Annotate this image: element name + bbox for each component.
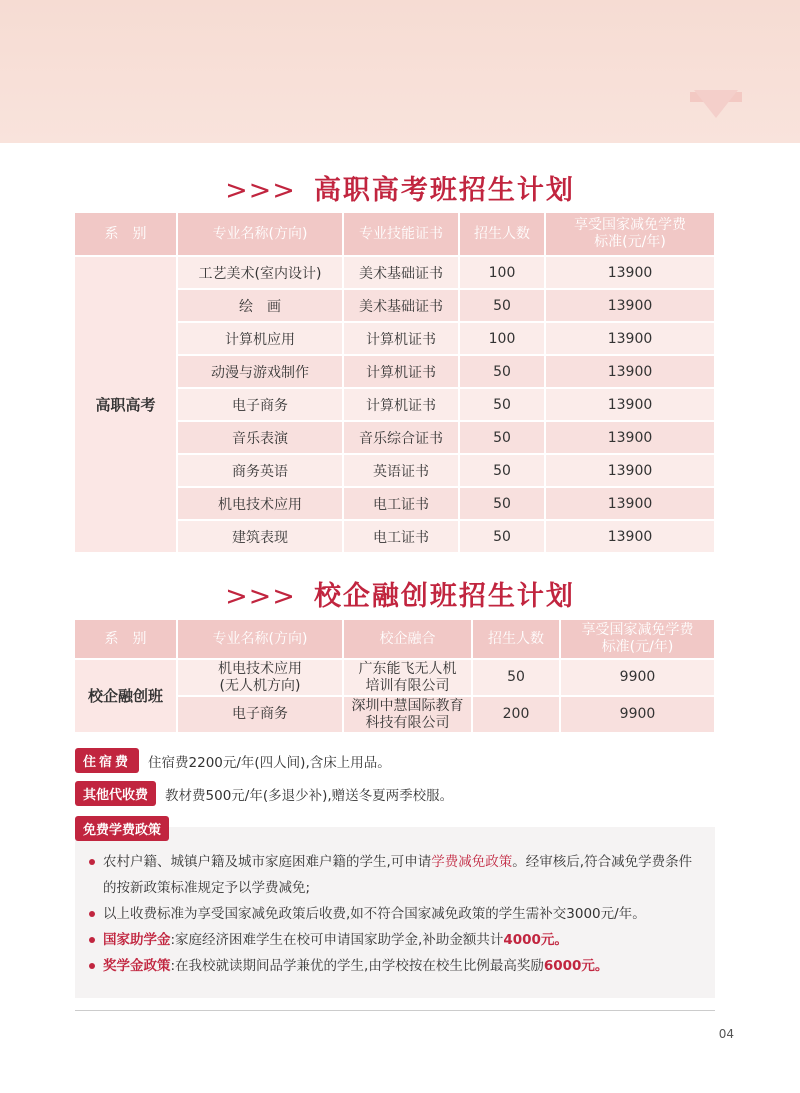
header-partner: 校企融合 <box>343 619 472 659</box>
fee-cell: 9900 <box>560 696 715 733</box>
fee-cell: 13900 <box>545 421 715 454</box>
footer-divider <box>75 1010 715 1011</box>
policy-amount: 4000元。 <box>503 932 568 948</box>
header-fee-standard: 享受国家减免学费 标准(元/年) <box>560 619 715 659</box>
major-cell: 工艺美术(室内设计) <box>177 256 343 289</box>
lodging-fee-text: 住宿费2200元/年(四人间),含床上用品。 <box>148 754 391 771</box>
major-cell: 音乐表演 <box>177 421 343 454</box>
major-cell: 电子商务 <box>177 388 343 421</box>
major-cell: 商务英语 <box>177 454 343 487</box>
header-major: 专业名称(方向) <box>177 212 343 256</box>
count-cell: 100 <box>459 322 545 355</box>
count-cell: 50 <box>459 421 545 454</box>
header-enrollment: 招生人数 <box>459 212 545 256</box>
major-cell: 动漫与游戏制作 <box>177 355 343 388</box>
arrows-icon: >>> <box>225 581 296 612</box>
major-cell: 电子商务 <box>177 696 343 733</box>
fee-cell: 13900 <box>545 520 715 553</box>
lodging-fee-row <box>75 748 391 773</box>
enterprise-plan-table <box>73 618 716 734</box>
table-row <box>74 659 715 696</box>
major-cell: 机电技术应用 <box>177 487 343 520</box>
section-title-text: 高职高考班招生计划 <box>313 175 575 206</box>
major-cell: 计算机应用 <box>177 322 343 355</box>
policy-text: 。经审核后,符合减免学费条件的按新政策标准规定予以学费减免; <box>103 854 693 896</box>
decorative-triangle-icon <box>694 90 738 118</box>
count-cell: 50 <box>459 520 545 553</box>
fee-cell: 13900 <box>545 388 715 421</box>
fee-cell: 13900 <box>545 454 715 487</box>
section-title-enterprise <box>0 574 800 613</box>
policy-label: 国家助学金 <box>103 932 171 948</box>
header-fee-standard: 享受国家减免学费 标准(元/年) <box>545 212 715 256</box>
section-title-text: 校企融创班招生计划 <box>313 581 575 612</box>
fee-cell: 13900 <box>545 355 715 388</box>
header-band <box>0 0 800 143</box>
group-cell: 校企融创班 <box>74 659 177 733</box>
count-cell: 50 <box>459 289 545 322</box>
header-department: 系 别 <box>74 212 177 256</box>
fee-cell: 9900 <box>560 659 715 696</box>
count-cell: 50 <box>459 388 545 421</box>
table-header-row <box>74 619 715 659</box>
policy-text: :家庭经济困难学生在校可申请国家助学金,补助金额共计 <box>170 932 504 948</box>
other-fee-text: 教材费500元/年(多退少补),赠送冬夏两季校服。 <box>165 787 454 804</box>
cert-cell: 计算机证书 <box>343 322 459 355</box>
count-cell: 50 <box>459 487 545 520</box>
cert-cell: 计算机证书 <box>343 355 459 388</box>
policy-bullet <box>87 901 701 927</box>
cert-cell: 电工证书 <box>343 520 459 553</box>
arrows-icon: >>> <box>225 175 296 206</box>
table-header-row <box>74 212 715 256</box>
cert-cell: 计算机证书 <box>343 388 459 421</box>
cert-cell: 美术基础证书 <box>343 256 459 289</box>
count-cell: 100 <box>459 256 545 289</box>
fee-cell: 13900 <box>545 322 715 355</box>
partner-cell: 深圳中慧国际教育 科技有限公司 <box>343 696 472 733</box>
policy-tag: 免费学费政策 <box>75 816 169 841</box>
major-cell: 绘 画 <box>177 289 343 322</box>
group-cell: 高职高考 <box>74 256 177 553</box>
policy-bullet <box>87 927 701 953</box>
major-cell: 建筑表现 <box>177 520 343 553</box>
header-certificate: 专业技能证书 <box>343 212 459 256</box>
policy-text: :在我校就读期间品学兼优的学生,由学校按在校生比例最高奖励 <box>170 958 544 974</box>
policy-text: 以上收费标准为享受国家减免政策后收费,如不符合国家减免政策的学生需补交3000元/年。 <box>103 906 646 922</box>
header-department: 系 别 <box>74 619 177 659</box>
policy-highlight: 学费减免政策 <box>431 854 513 870</box>
policy-label: 奖学金政策 <box>103 958 171 974</box>
gaokao-plan-table <box>73 211 716 554</box>
cert-cell: 英语证书 <box>343 454 459 487</box>
count-cell: 200 <box>472 696 560 733</box>
other-fee-tag: 其他代收费 <box>75 781 156 806</box>
section-title-gaokao <box>0 168 800 207</box>
page-number: 04 <box>718 1027 734 1041</box>
policy-bullet <box>87 849 701 901</box>
cert-cell: 电工证书 <box>343 487 459 520</box>
partner-cell: 广东能飞无人机 培训有限公司 <box>343 659 472 696</box>
fee-cell: 13900 <box>545 487 715 520</box>
major-cell: 机电技术应用 (无人机方向) <box>177 659 343 696</box>
other-fee-row <box>75 781 453 806</box>
count-cell: 50 <box>459 355 545 388</box>
policy-box <box>75 827 715 998</box>
cert-cell: 音乐综合证书 <box>343 421 459 454</box>
policy-amount: 6000元。 <box>543 958 609 974</box>
fee-cell: 13900 <box>545 289 715 322</box>
lodging-fee-tag: 住宿费 <box>75 748 139 773</box>
header-major: 专业名称(方向) <box>177 619 343 659</box>
table-row <box>74 256 715 289</box>
header-enrollment: 招生人数 <box>472 619 560 659</box>
cert-cell: 美术基础证书 <box>343 289 459 322</box>
policy-bullet <box>87 953 701 979</box>
fee-cell: 13900 <box>545 256 715 289</box>
policy-text: 农村户籍、城镇户籍及城市家庭困难户籍的学生,可申请 <box>103 854 432 870</box>
count-cell: 50 <box>472 659 560 696</box>
count-cell: 50 <box>459 454 545 487</box>
